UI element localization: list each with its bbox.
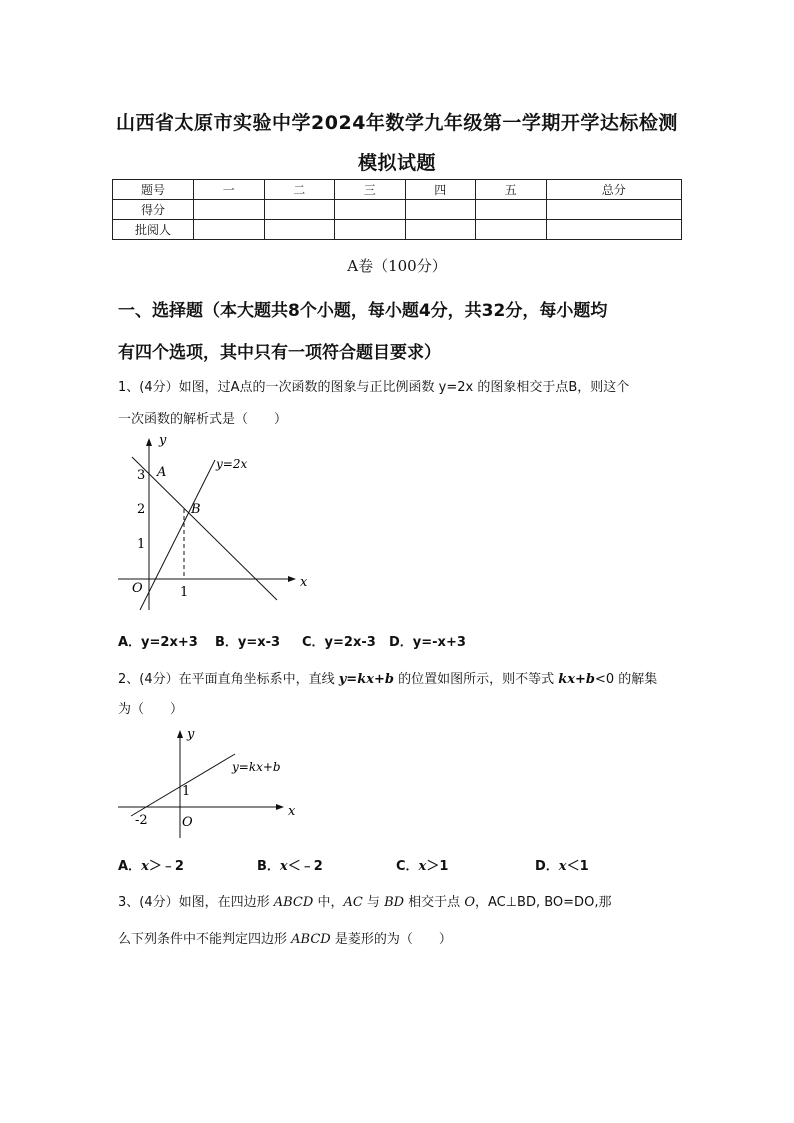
q2-x-label: x <box>288 804 296 819</box>
q1-y-tick-3: 3 <box>137 468 146 483</box>
q2-origin-label: O <box>182 815 193 830</box>
q2-text-mid: 的位置如图所示，则不等式 <box>393 672 559 687</box>
q2-x-tick-neg2: -2 <box>135 813 148 828</box>
q2-option-b[interactable]: B．x＜﹣2 <box>257 859 323 874</box>
q1-y-arrow <box>146 438 152 446</box>
q1-line-label: y=2x <box>216 457 248 471</box>
q1-figure <box>118 432 308 602</box>
q1-point-b-label: B <box>191 502 201 517</box>
score-cell <box>335 200 406 220</box>
score-cell <box>546 220 682 240</box>
q2-text-pre: 2、(4分）在平面直角坐标系中，直线 <box>118 672 339 687</box>
q1-y-tick-2: 2 <box>137 502 146 517</box>
score-header-cell: 一 <box>194 180 265 200</box>
q1-text-line2: 一次函数的解析式是（ ） <box>118 412 288 427</box>
score-cell <box>194 200 265 220</box>
score-cell <box>476 200 547 220</box>
q2-x-arrow <box>276 804 284 810</box>
q2-option-c[interactable]: C．x＞1 <box>396 859 449 874</box>
q1-x-tick-1: 1 <box>180 585 189 600</box>
exam-title-line1: 山西省太原市实验中学2024年数学九年级第一学期开学达标检测 <box>116 112 678 134</box>
q2-y-tick-1: 1 <box>182 784 191 799</box>
score-table-row <box>113 200 682 220</box>
score-cell <box>476 220 547 240</box>
q1-option-d[interactable]: D．y=-x+3 <box>389 635 466 650</box>
q2-option-a[interactable]: A．x＞﹣2 <box>118 859 184 874</box>
q1-y-tick-1: 1 <box>137 537 146 552</box>
score-cell <box>194 220 265 240</box>
score-table-header-row <box>113 180 682 200</box>
q1-x-arrow <box>288 576 296 582</box>
q3-text-line1: 3、(4分）如图，在四边形 ABCD 中，AC 与 BD 相交于点 O，AC⊥BD, BO=DO,那 <box>118 895 612 910</box>
score-row-label: 批阅人 <box>113 220 194 240</box>
score-cell <box>405 220 476 240</box>
score-header-cell: 二 <box>264 180 335 200</box>
score-cell <box>264 200 335 220</box>
exam-title-line2: 模拟试题 <box>357 152 436 174</box>
score-table <box>112 179 682 240</box>
section-title: A卷（100分） <box>347 257 447 275</box>
q2-text-line1 <box>118 668 683 687</box>
q2-line-label: y=kx+b <box>232 760 281 774</box>
score-header-cell: 五 <box>476 180 547 200</box>
score-cell <box>405 200 476 220</box>
score-cell <box>335 220 406 240</box>
score-cell <box>546 200 682 220</box>
score-table-row <box>113 220 682 240</box>
q2-option-d[interactable]: D．x＜1 <box>535 859 589 874</box>
q2-y-arrow <box>177 730 183 738</box>
part1-heading-line2: 有四个选项，其中只有一项符合题目要求） <box>118 343 441 363</box>
q2-y-label: y <box>187 727 195 742</box>
score-header-cell: 总分 <box>546 180 682 200</box>
q1-point-a-label: A <box>157 465 167 480</box>
q1-option-c[interactable]: C．y=2x-3 <box>302 635 376 650</box>
part1-heading-line1: 一、选择题（本大题共8个小题，每小题4分，共32分，每小题均 <box>118 301 608 321</box>
score-header-cell: 三 <box>335 180 406 200</box>
score-header-cell: 题号 <box>113 180 194 200</box>
q2-text-post: <0 的解集 <box>594 672 658 687</box>
score-header-cell: 四 <box>405 180 476 200</box>
q1-origin-label: O <box>132 581 143 596</box>
q1-y-label: y <box>159 433 167 448</box>
q2-expr-line: y=kx+b <box>338 672 394 687</box>
q1-line-y-2x <box>140 460 215 610</box>
q3-text-line2: 么下列条件中不能判定四边形 ABCD 是菱形的为（ ） <box>118 932 452 947</box>
score-row-label: 得分 <box>113 200 194 220</box>
q2-text-line2: 为（ ） <box>118 702 184 717</box>
q1-option-a[interactable]: A．y=2x+3 <box>118 635 198 650</box>
q1-text-line1: 1、(4分）如图，过A点的一次函数的图象与正比例函数 y=2x 的图象相交于点B，则这个 <box>118 380 630 395</box>
score-cell <box>264 220 335 240</box>
q2-expr-inequality: kx+b <box>558 672 595 687</box>
q1-option-b[interactable]: B．y=x-3 <box>215 635 281 650</box>
q2-figure <box>118 726 308 841</box>
q1-x-label: x <box>300 575 308 590</box>
